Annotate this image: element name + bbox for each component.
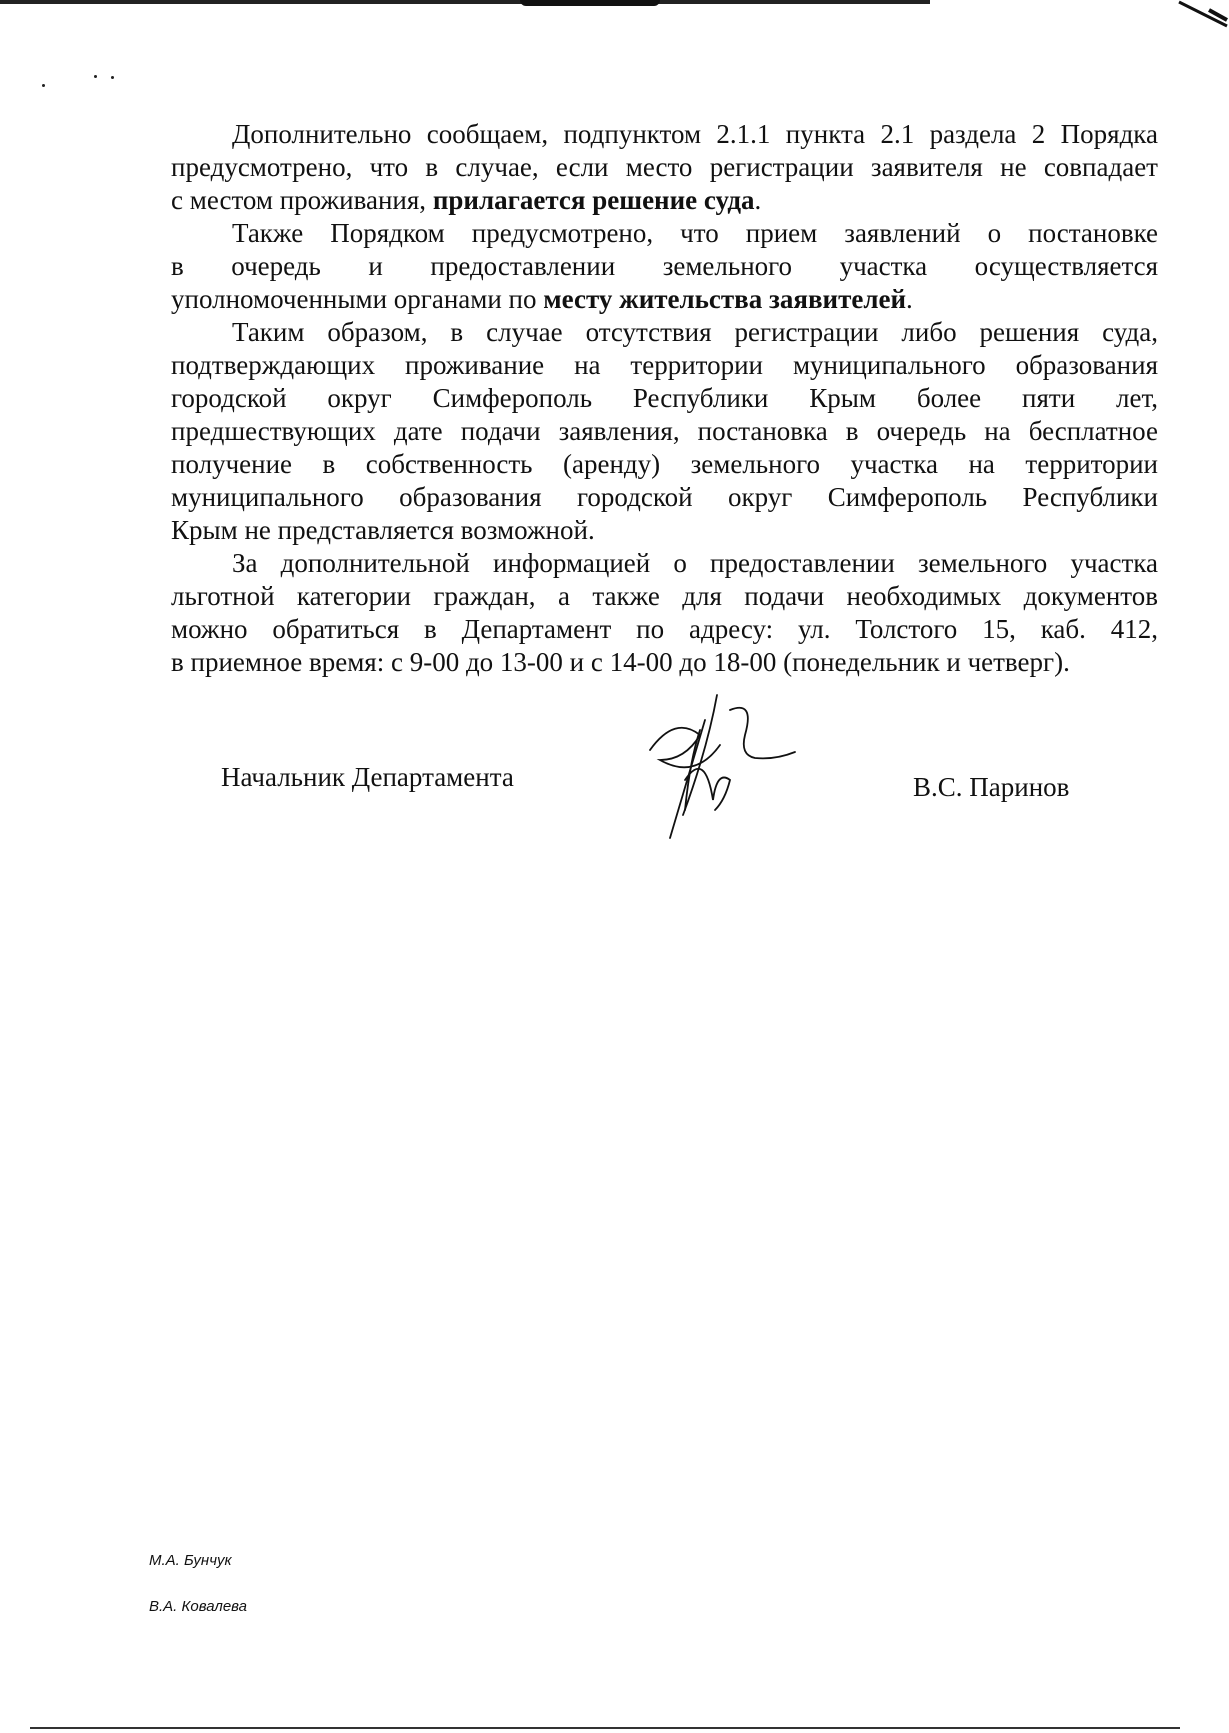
scan-speck xyxy=(111,76,114,79)
text-line xyxy=(171,580,1158,613)
text-segment: в очередь и предоставлении земельного участка осуществляется xyxy=(171,251,1158,281)
text-segment: можно обратиться в Департамент по адресу: ул. Толстого 15, каб. 412, xyxy=(171,614,1158,644)
text-line xyxy=(171,613,1158,646)
text-segment: За дополнительной информацией о предоставлении земельного участка xyxy=(232,548,1158,578)
text-line xyxy=(171,316,1158,349)
executor-name: М.А. Бунчук xyxy=(149,1552,232,1569)
text-segment: предшествующих дате подачи заявления, постановка в очередь на бесплатное xyxy=(171,416,1158,446)
text-line xyxy=(171,151,1158,184)
text-segment: . xyxy=(906,284,913,314)
handwritten-signature xyxy=(645,690,845,850)
scan-speck xyxy=(42,84,45,87)
text-line xyxy=(171,547,1158,580)
executor-name: В.А. Ковалева xyxy=(149,1598,248,1615)
scan-mark-top xyxy=(520,0,660,6)
text-line xyxy=(171,283,1158,316)
scan-corner-mark xyxy=(1169,0,1229,40)
bold-text: прилагается решение суда xyxy=(432,185,755,215)
text-segment: городской округ Симферополь Республики Крым более пяти лет, xyxy=(171,383,1158,413)
text-segment: подтверждающих проживание на территории муниципального образования xyxy=(171,350,1158,380)
scan-speck xyxy=(94,75,97,78)
text-segment: Таким образом, в случае отсутствия регистрации либо решения суда, xyxy=(232,317,1158,347)
text-line xyxy=(171,184,1158,217)
text-segment: в приемное время: с 9-00 до 13-00 и с 14-00 до 18-00 (понедельник и четверг). xyxy=(171,647,1070,677)
text-line xyxy=(171,349,1158,382)
text-line xyxy=(171,118,1158,151)
text-line xyxy=(171,481,1158,514)
text-line xyxy=(171,415,1158,448)
text-line xyxy=(171,250,1158,283)
signatory-name: В.С. Паринов xyxy=(913,772,1070,802)
text-segment: . xyxy=(754,185,762,215)
text-segment: получение в собственность (аренду) земельного участка на территории xyxy=(171,449,1158,479)
text-segment: предусмотрено, что в случае, если место регистрации заявителя не совпадает xyxy=(171,152,1158,182)
letter-body xyxy=(171,118,1158,679)
text-line xyxy=(171,217,1158,250)
signatory-title: Начальник Департамента xyxy=(221,762,514,792)
text-segment: Крым не представляется возможной. xyxy=(171,515,595,545)
scan-edge-top xyxy=(0,0,930,4)
text-segment: с местом проживания, xyxy=(171,185,433,215)
text-line xyxy=(171,382,1158,415)
text-line xyxy=(171,514,1158,547)
scan-edge-bottom xyxy=(30,1727,1180,1729)
text-segment: уполномоченными органами по xyxy=(171,284,544,314)
bold-text: месту жительства заявителей xyxy=(543,284,907,314)
text-segment: Дополнительно сообщаем, подпунктом 2.1.1 пункта 2.1 раздела 2 Порядка xyxy=(232,119,1158,149)
text-segment: муниципального образования городской округ Симферополь Республики xyxy=(171,482,1158,512)
text-segment: Также Порядком предусмотрено, что прием заявлений о постановке xyxy=(232,218,1158,248)
text-line xyxy=(171,646,1158,679)
text-segment: льготной категории граждан, а также для подачи необходимых документов xyxy=(171,581,1158,611)
text-line xyxy=(171,448,1158,481)
